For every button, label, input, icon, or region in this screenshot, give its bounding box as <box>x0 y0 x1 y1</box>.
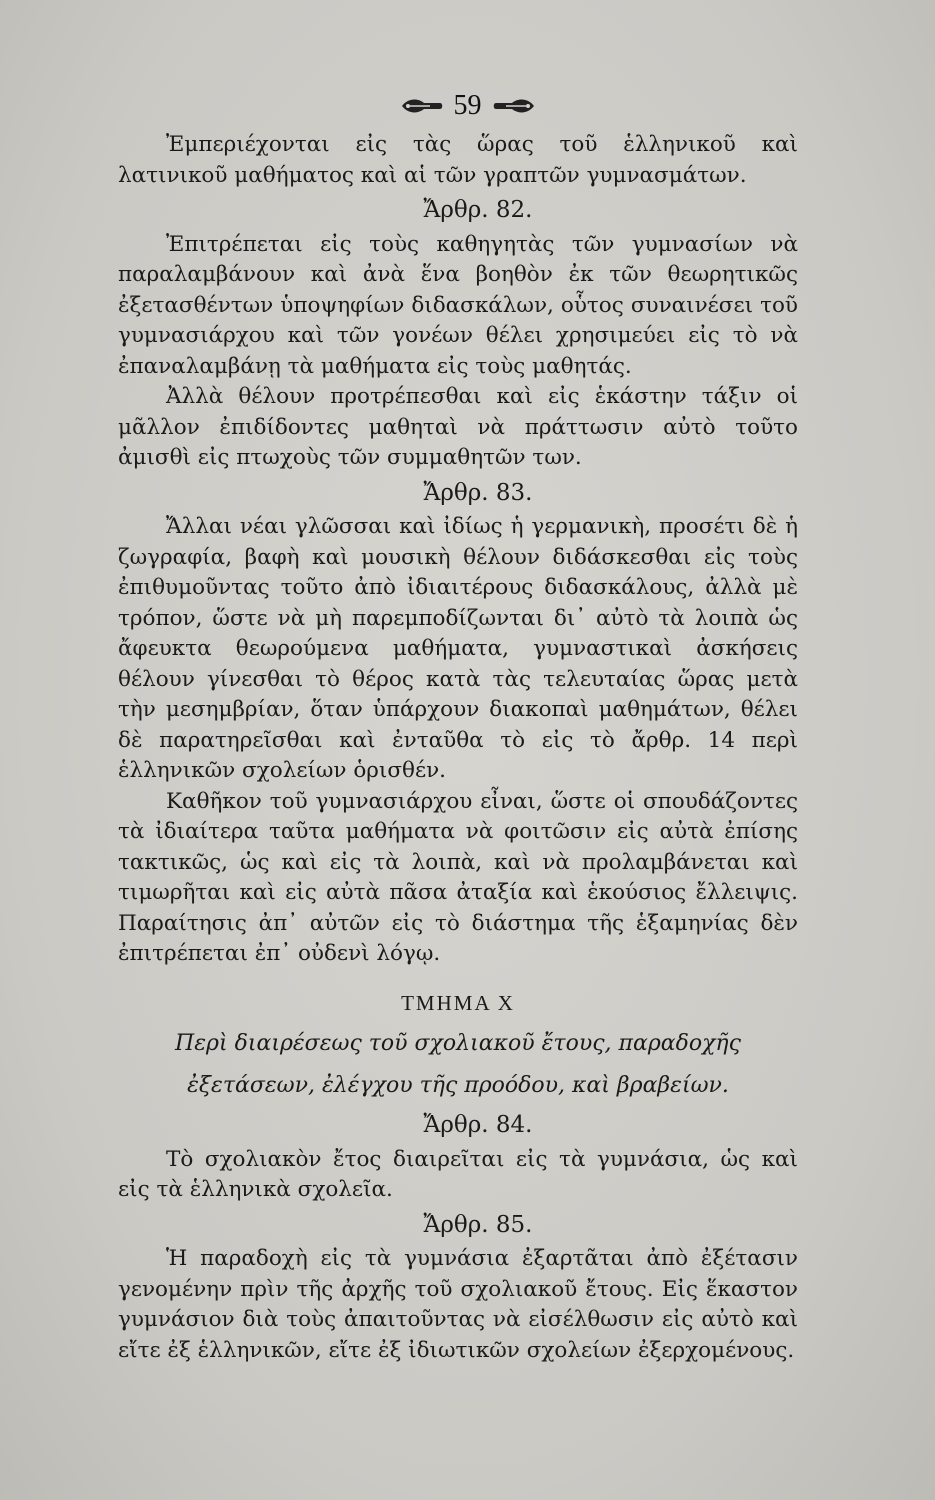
paragraph-2: Ἐπιτρέπεται εἰς τοὺς καθηγητὰς τῶν γυμνασίων νὰ παραλαμβάνουν καὶ ἀνὰ ἕνα βοηθὸν ἐκ τῶν θεωρητικῶς ἐξετασθέντων ὑποψηφίων διδασκάλων, οὗτος συναινέσει τοῦ γυμνασιάρχου καὶ τῶν γονέων θέλει χρησιμεύει εἰς τὸ νὰ ἐπαναλαμβάνῃ τὰ μαθήματα εἰς τοὺς μαθητάς. <box>118 231 798 379</box>
page-header <box>0 86 935 126</box>
paragraph-1: Ἐμπεριέχονται εἰς τὰς ὥρας τοῦ ἑλληνικοῦ καὶ λατινικοῦ μαθήματος καὶ αἱ τῶν γραπτῶν γυμνασμάτων. <box>118 132 798 188</box>
pointing-hand-ornament-right-icon <box>492 95 536 117</box>
section-subtitle-line-1: Περὶ διαιρέσεως τοῦ σχολιακοῦ ἔτους, παραδοχῆς <box>175 1031 741 1056</box>
section-subtitle-line-2: ἐξετάσεων, ἐλέγχου τῆς προόδου, καὶ βραβείων. <box>187 1073 729 1098</box>
paragraph-5: Καθῆκον τοῦ γυμνασιάρχου εἶναι, ὥστε οἱ σπουδάζοντες τὰ ἰδιαίτερα ταῦτα μαθήματα νὰ φοιτῶσιν εἰς αὐτὰ ἐπίσης τακτικῶς, ὡς καὶ εἰς τὰ λοιπὰ, καὶ νὰ προλαμβάνεται καὶ τιμωρῆται καὶ εἰς αὐτὰ πᾶσα ἀταξία καὶ ἑκούσιος ἔλλειψις. Παραίτησις ἀπ᾽ αὐτῶν εἰς τὸ διάστημα τῆς ἑξαμηνίας δὲν ἐπιτρέπεται ἐπ᾽ οὐδενὶ λόγῳ. <box>118 788 798 966</box>
article-82-heading: Ἄρθρ. 82. <box>423 197 533 223</box>
paragraph-3: Ἀλλὰ θέλουν προτρέπεσθαι καὶ εἰς ἑκάστην τάξιν οἱ μᾶλλον ἐπιδίδοντες μαθηταὶ νὰ πράττωσιν αὐτὸ τοῦτο ἀμισθὶ εἰς πτωχοὺς τῶν συμμαθητῶν των. <box>118 384 798 470</box>
page-body <box>118 128 798 1366</box>
article-83-heading: Ἄρθρ. 83. <box>423 479 533 506</box>
article-84-heading: Ἄρθρ. 84. <box>423 1112 533 1138</box>
pointing-hand-ornament-left-icon <box>400 95 444 117</box>
page-number: 59 <box>453 90 482 121</box>
paragraph-7: Ἡ παραδοχὴ εἰς τὰ γυμνάσια ἐξαρτᾶται ἀπὸ ἐξέτασιν γενομένην πρὶν τῆς ἀρχῆς τοῦ σχολιακοῦ ἔτους. Εἰς ἕκαστον γυμνάσιον διὰ τοὺς ἀπαιτοῦντας νὰ εἰσέλθωσιν εἰς αὐτὸ καὶ εἴτε ἐξ ἑλληνικῶν, εἴτε ἐξ ἰδιωτικῶν σχολείων ἐξερχομένους. <box>118 1246 798 1363</box>
section-title: ΤΜΗΜΑ Χ <box>401 990 515 1015</box>
paragraph-6: Τὸ σχολιακὸν ἔτος διαιρεῖται εἰς τὰ γυμνάσια, ὡς καὶ εἰς τὰ ἑλληνικὰ σχολεῖα. <box>118 1146 798 1202</box>
paragraph-4: Ἄλλαι νέαι γλῶσσαι καὶ ἰδίως ἡ γερμανικὴ, προσέτι δὲ ἡ ζωγραφία, βαφὴ καὶ μουσικὴ θέλουν διδάσκεσθαι εἰς τοὺς ἐπιθυμοῦντας τοῦτο ἀπὸ ἰδιαιτέρους διδασκάλους, ἀλλὰ μὲ τρόπον, ὥστε νὰ μὴ παρεμποδίζωνται δι᾽ αὐτὸ τὰ λοιπὰ ὡς ἄφευκτα θεωρούμενα μαθήματα, γυμναστικαὶ ἀσκήσεις θέλουν γίνεσθαι τὸ θέρος κατὰ τὰς τελευταίας ὥρας μετὰ τὴν μεσημβρίαν, ὅταν ὑπάρχουν διακοπαὶ μαθημάτων, θέλει δὲ παρατηρεῖσθαι καὶ ἐνταῦθα τὸ εἰς τὸ ἄρθρ. 14 περὶ ἑλληνικῶν σχολείων ὁρισθέν. <box>118 514 798 783</box>
article-85-heading: Ἄρθρ. 85. <box>423 1211 533 1238</box>
